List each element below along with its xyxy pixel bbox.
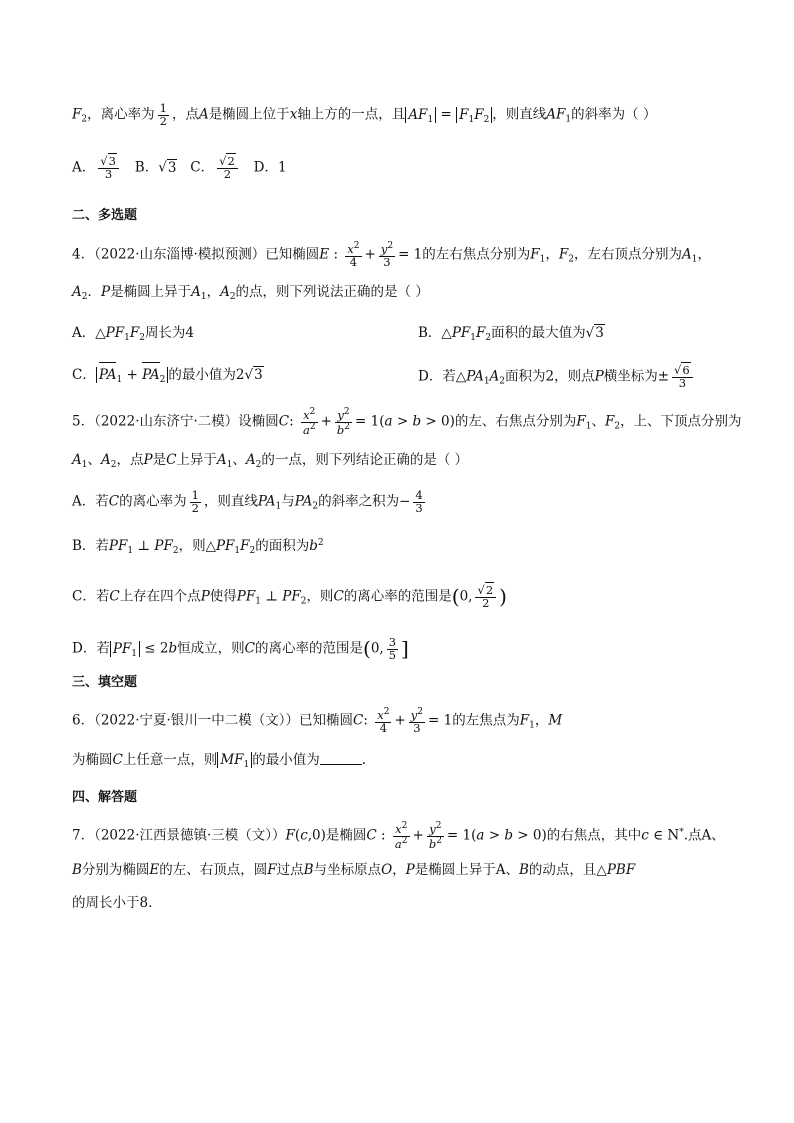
option-d: D．若$\triangle PA_1A_2$面积为2，则点P横坐标为± $\frac{√6}{3}$ [418, 365, 696, 392]
q7-stem-line-2: B分别为椭圆E的左、右顶点，圆F过点B与坐标原点O，P是椭圆上异于A、B的动点，且△PBF [72, 862, 636, 878]
q5-stem-line-1: 5．（2022·山东济宁·二模）设椭圆C: $\frac{x^2}{a^2}$ + $\frac{y^2}{b^2}$ = 1(a > b > 0)的左、右焦点分别为$F_1$、$F_2$，上、下顶点分别为 [72, 407, 742, 437]
q4-options-row-2: C． $PA_1 + PA_2$ 的最小值为2√3 D．若$\triangle PA_1A_2$面积为2，则点P横坐标为± $\frac{√6}{3}$ [72, 365, 264, 390]
q5-option-c: C．若C上存在四个点P使得$PF_1$ ⊥ $PF_2$，则C的离心率的范围是(0, $\frac{√2}{2}$ ) [72, 583, 507, 610]
q5-option-a: A．若C的离心率为 $\frac{1}{2}$ ，则直线$PA_1$与$PA_2$的斜率之积为− $\frac{4}{3}$ [72, 488, 423, 515]
option-c: C． [72, 367, 96, 383]
q4-stem-line-2: $A_2$．P是椭圆上异于$A_1$，$A_2$的点，则下列说法正确的是（ ） [72, 284, 429, 302]
q5-option-d: D．若 $PF_1 \le 2b$恒成立，则C的离心率的范围是(0, $\frac{3}{5}$ ] [72, 635, 409, 662]
section-heading-multi: 二、多选题 [72, 208, 138, 223]
q5-option-b: B．若$PF_1$ ⊥ $PF_2$，则$\triangle PF_1F_2$的面积为$b^2$ [72, 538, 324, 556]
fraction-one-half: $\frac{1}{2}$ [159, 101, 167, 128]
answer-blank [320, 751, 362, 765]
option-c: C． [190, 159, 215, 176]
q6-stem-line-2: 为椭圆C上任意一点，则 $MF_1$ 的最小值为 . [72, 752, 367, 770]
q3-stem-line: $F_2$，离心率为 $\frac{1}{2}$ ，点A是椭圆上位于x轴上方的一点，且 $AF_1 = F_1F_2$ ，则直线$AF_1$的斜率为（ ） [72, 101, 657, 128]
option-d: D． [253, 159, 278, 176]
q7-stem-line-3: 的周长小于8. [72, 895, 153, 911]
section-heading-fill: 三、填空题 [72, 675, 138, 690]
q4-options-row-1: A．$\triangle PF_1F_2$周长为4 B．$\triangle PF_1F_2$面积的最大值为√3 [72, 323, 194, 348]
section-heading-solve: 四、解答题 [72, 790, 138, 805]
q5-stem-line-2: $A_1$、$A_2$，点P是C上异于$A_1$、$A_2$的一点，则下列结论正确的是（ ） [72, 452, 469, 470]
option-b: B． [134, 159, 159, 176]
q6-stem-line-1: 6．（2022·宁夏·银川一中二模（文））已知椭圆C: $\frac{x^2}{4}$ + $\frac{y^2}{3}$ = 1的左焦点为$F_1$，M [72, 707, 563, 735]
q7-stem-line-1: 7．（2022·江西景德镇·三模（文））F(c,0)是椭圆C : $\frac{x^2}{a^2}$ + $\frac{y^2}{b^2}$ = 1(a > b > 0)的右焦点，其中c ∈ N*.点A、 [72, 821, 725, 851]
q4-stem-line-1: 4．（2022·山东淄博·模拟预测）已知椭圆E : $\frac{x^2}{4}$ + $\frac{y^2}{3}$ = 1的左右焦点分别为$F_1$，$F_2$，左右顶点分别为$A_1$， [72, 241, 711, 269]
option-b: B．$\triangle PF_1F_2$面积的最大值为√3 [418, 325, 604, 343]
option-a: A． [72, 325, 96, 341]
q3-options: A． $\frac{√3}{3}$ B．√3 C． $\frac{√2}{2}$ D．1 [72, 154, 287, 181]
option-a: A． [72, 159, 96, 176]
